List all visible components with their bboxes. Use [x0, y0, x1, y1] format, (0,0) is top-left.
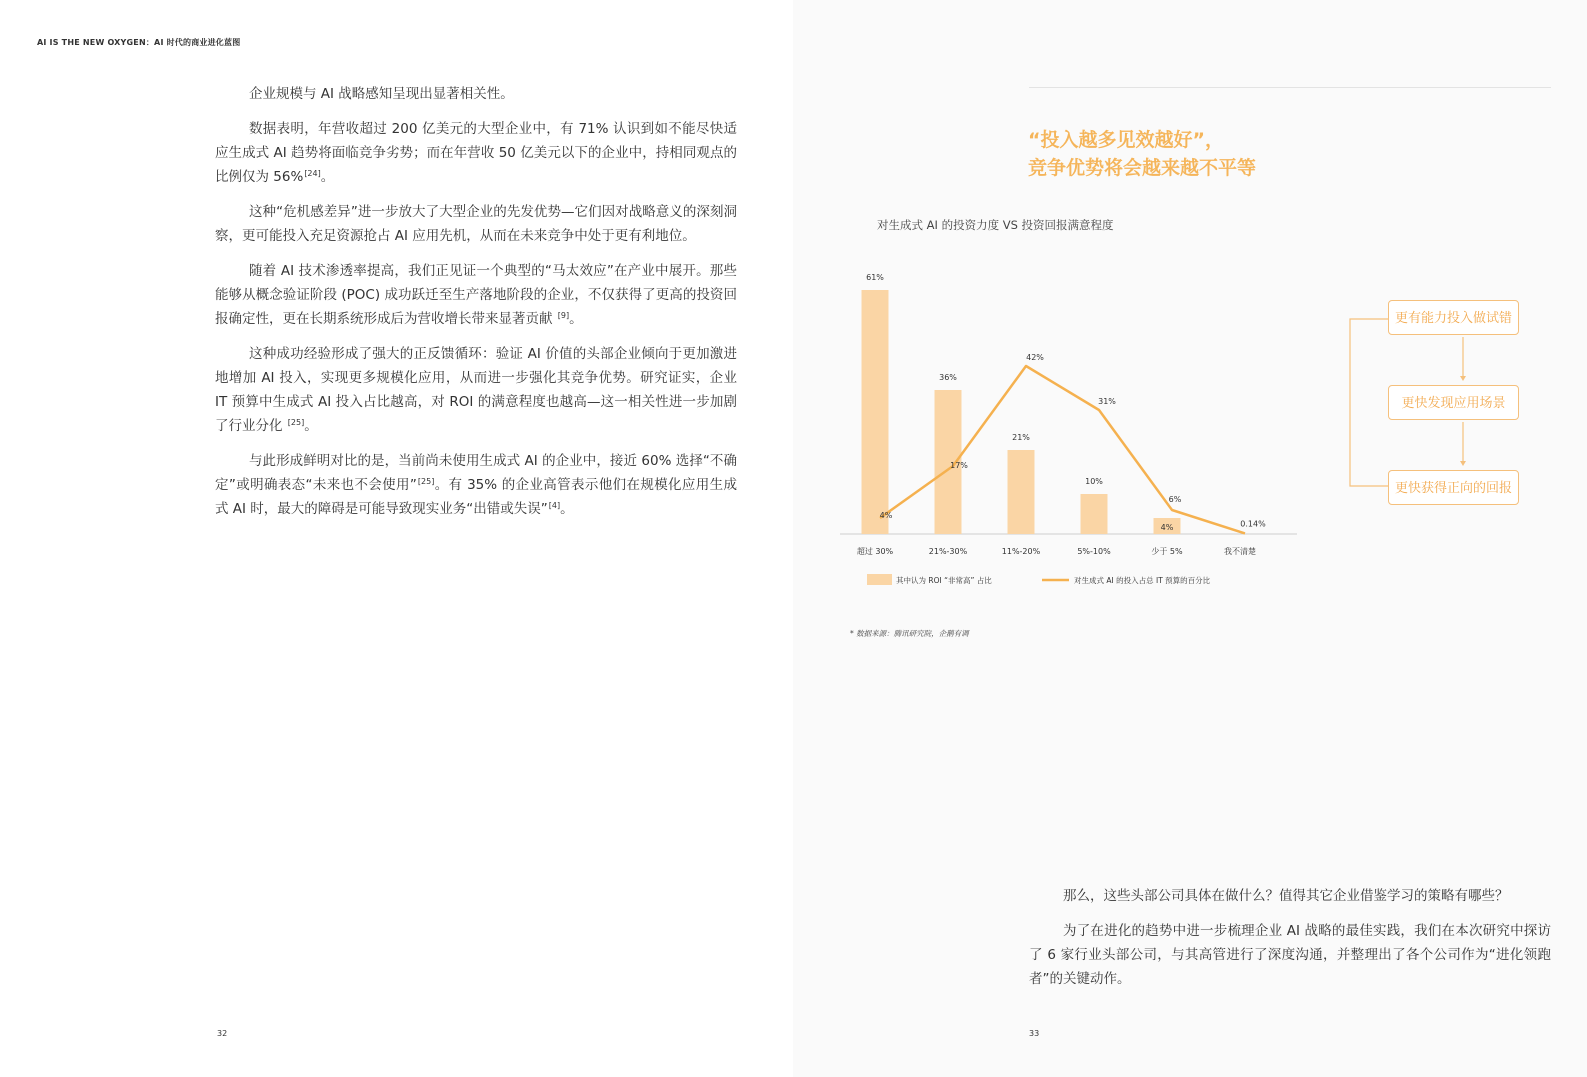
running-head: AI IS THE NEW OXYGEN：AI 时代的商业进化蓝图 — [37, 38, 241, 47]
paragraph-5: 这种成功经验形成了强大的正反馈循环：验证 AI 价值的头部企业倾向于更加激进地增加 AI 投入，实现更多规模化应用，从而进一步强化其竞争优势。研究证实，企业 IT 预算中生成式 AI 投入占比越高，对 ROI 的满意程度也越高—这一相关性进一步加剧了行业分化 [25]。 — [215, 346, 737, 434]
pull-quote-line-2: 竞争优势将会越来越不平等 — [1028, 157, 1257, 179]
bar-label-3: 10% — [1085, 477, 1103, 486]
bar-2 — [1008, 450, 1035, 534]
page-number-right: 33 — [1029, 1029, 1040, 1038]
citation: [25] — [287, 418, 305, 427]
paragraph-1: 企业规模与 AI 战略感知呈现出显著相关性。 — [249, 86, 514, 102]
flow-arrowhead-2 — [1460, 461, 1466, 466]
citation: [9] — [557, 311, 570, 320]
paragraph-6: 与此形成鲜明对比的是，当前尚未使用生成式 AI 的企业中，接近 60% 选择“不确定”或明确表态“未来也不会使用”[25]。有 35% 的企业高管表示他们在规模化应用生成式 AI 时，最大的障碍是可能导致现实业务“出错或失误”[4]。 — [215, 453, 737, 517]
bar-label-1: 36% — [939, 373, 957, 382]
header-rule — [1029, 87, 1551, 88]
line-label-2: 42% — [1026, 353, 1044, 362]
line-label-0: 4% — [879, 511, 893, 520]
right-body-text — [1029, 884, 1551, 1002]
bar-label-4: 4% — [1160, 523, 1174, 532]
chart-title: 对生成式 AI 的投资力度 VS 投资回报满意程度 — [877, 218, 1114, 232]
x-tick-label-1: 21%-30% — [928, 547, 968, 556]
x-tick-label-4: 少于 5% — [1151, 547, 1183, 556]
citation: [4] — [548, 501, 561, 510]
paragraph-3: 这种“危机感差异”进一步放大了大型企业的先发优势—它们因对战略意义的深刻洞察，更可能投入充足资源抢占 AI 应用先机，从而在未来竞争中处于更有利地位。 — [215, 204, 737, 244]
bar-label-2: 21% — [1012, 433, 1030, 442]
x-tick-label-3: 5%-10% — [1077, 547, 1111, 556]
chart — [845, 250, 1305, 630]
line-label-1: 17% — [950, 461, 968, 470]
left-body-text — [215, 82, 737, 532]
bar-3 — [1081, 494, 1108, 534]
flow-box-discover: 更快发现应用场景 — [1388, 385, 1519, 420]
right-paragraph-2: 为了在进化的趋势中进一步梳理企业 AI 战略的最佳实践，我们在本次研究中探访了 6 家行业头部公司，与其高管进行了深度沟通，并整理出了各个公司作为“进化领跑者”的关键动作。 — [1029, 923, 1551, 987]
flow-loop-line — [1350, 319, 1392, 486]
paragraph-2: 数据表明，年营收超过 200 亿美元的大型企业中，有 71% 认识到如不能尽快适应生成式 AI 趋势将面临竞争劣势；而在年营收 50 亿美元以下的企业中，持相同观点的比例仅为 56%[24]。 — [215, 121, 737, 185]
legend-bar-swatch — [867, 574, 892, 585]
page-number-left: 32 — [217, 1029, 228, 1038]
flow-box-return: 更快获得正向的回报 — [1388, 470, 1519, 505]
right-paragraph-1: 那么，这些头部公司具体在做什么？值得其它企业借鉴学习的策略有哪些？ — [1063, 888, 1509, 904]
legend-bar-label: 其中认为 ROI “非常高” 占比 — [896, 576, 992, 585]
pull-quote — [1028, 126, 1256, 182]
x-tick-label-0: 超过 30% — [856, 547, 894, 556]
citation: [24] — [304, 169, 321, 178]
paragraph-4: 随着 AI 技术渗透率提高，我们正见证一个典型的“马太效应”在产业中展开。那些能够从概念验证阶段 (POC) 成功跃迁至生产落地阶段的企业，不仅获得了更高的投资回报确定性，更在长期系统形成后为营收增长带来显著贡献 [9]。 — [215, 263, 737, 327]
line-label-3: 31% — [1098, 397, 1116, 406]
bar-label-0: 61% — [866, 273, 884, 282]
flow-box-trial: 更有能力投入做试错 — [1388, 300, 1519, 335]
data-source-note: * 数据来源：腾讯研究院，企鹅有调 — [850, 629, 969, 638]
pull-quote-line-1: “投入越多见效越好”， — [1028, 129, 1224, 151]
bar-0 — [862, 290, 889, 534]
x-tick-label-2: 11%-20% — [1001, 547, 1041, 556]
line-label-5: 0.14% — [1240, 519, 1266, 529]
citation: [25] — [417, 477, 435, 486]
flow-arrowhead-1 — [1460, 376, 1466, 381]
x-tick-label-5: 我不清楚 — [1224, 547, 1256, 556]
legend-line-label: 对生成式 AI 的投入占总 IT 预算的百分比 — [1074, 576, 1211, 585]
left-page — [0, 0, 793, 1077]
line-label-4: 6% — [1168, 495, 1182, 504]
